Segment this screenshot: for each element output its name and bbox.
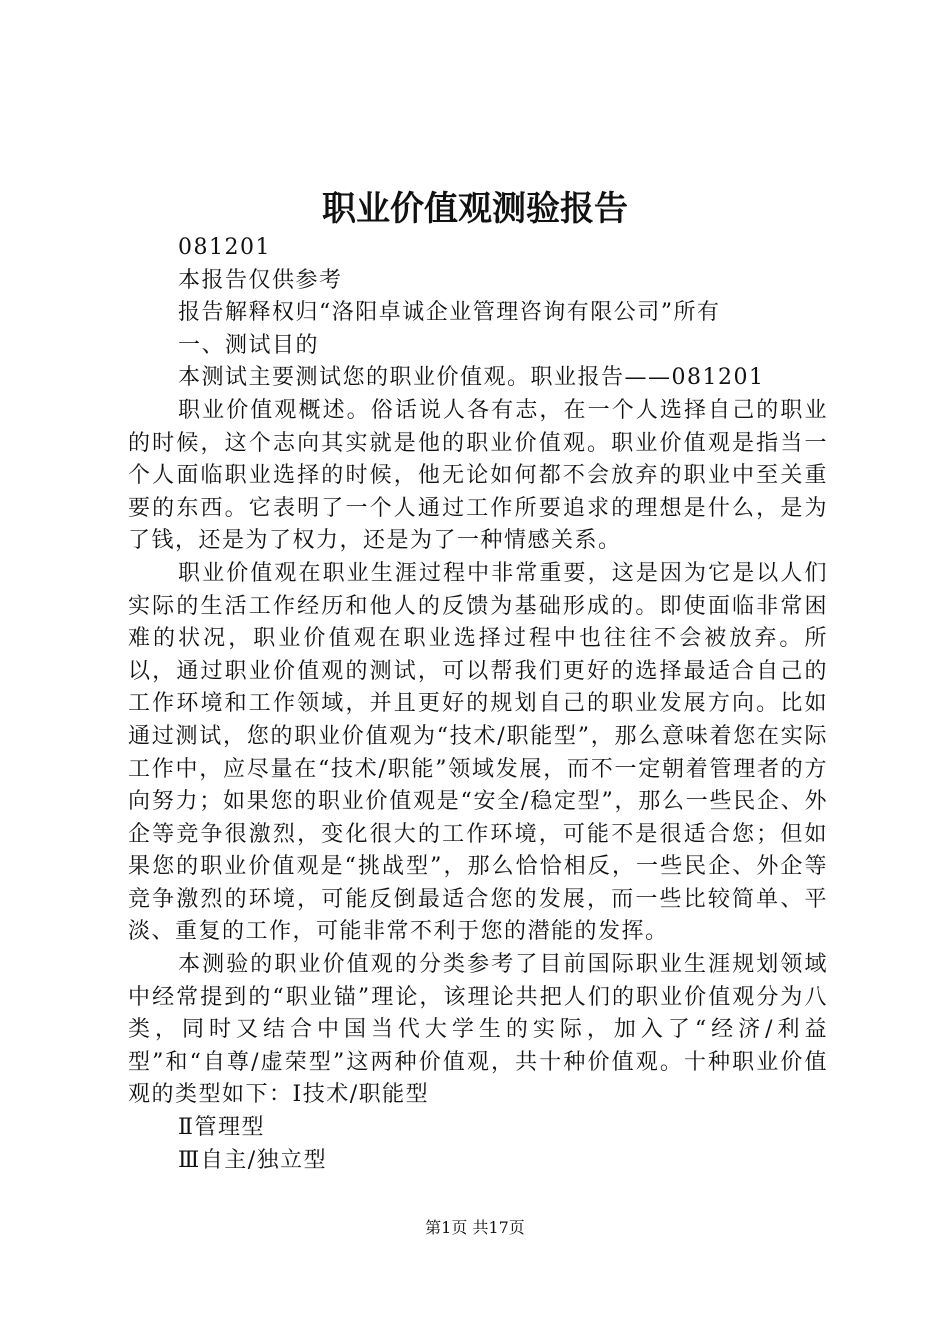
document-body	[128, 232, 828, 1177]
type-item-management: Ⅱ管理型	[178, 1115, 265, 1141]
section-heading: 一、测试目的	[178, 332, 320, 358]
page-footer: 第1页 共17页	[425, 1218, 525, 1237]
test-purpose-line: 本测试主要测试您的职业价值观。职业报告——081201	[178, 365, 765, 391]
paragraph-importance: 职业价值观在职业生涯过程中非常重要，这是因为它是以人们实际的生活工作经历和他人的反馈为基础形成的。即使面临非常困难的状况，职业价值观在职业选择过程中也往往不会被放弃。所以，通过职业价值观的测试，可以帮我们更好的选择最适合自己的工作环境和工作领域，并且更好的规划自己的职业发展方向。比如通过测试，您的职业价值观为“技术/职能型”，那么意味着您在实际工作中，应尽量在“技术/职能”领域发展，而不一定朝着管理者的方向努力；如果您的职业价值观是“安全/稳定型”，那么一些民企、外企等竞争很激烈，变化很大的工作环境，可能不是很适合您；但如果您的职业价值观是“挑战型”，那么恰恰相反，一些民企、外企等竞争激烈的环境，可能反倒最适合您的发展，而一些比较简单、平淡、重复的工作，可能非常不利于您的潜能的发挥。	[128, 560, 828, 945]
report-code-line: 081201	[178, 235, 271, 260]
document-title: 职业价值观测验报告	[322, 189, 628, 229]
paragraph-overview: 职业价值观概述。俗话说人各有志，在一个人选择自己的职业的时候，这个志向其实就是他的职业价值观。职业价值观是指当一个人面临职业选择的时候，他无论如何都不会放弃的职业中至关重要的东西。它表明了一个人通过工作所要追求的理想是什么，是为了钱，还是为了权力，还是为了一种情感关系。	[128, 397, 828, 554]
copyright-line: 报告解释权归“洛阳卓诚企业管理咨询有限公司”所有	[178, 300, 721, 326]
reference-note-line: 本报告仅供参考	[178, 267, 343, 293]
paragraph-classification: 本测验的职业价值观的分类参考了目前国际职业生涯规划领域中经常提到的“职业锚”理论，该理论共把人们的职业价值观分为八类，同时又结合中国当代大学生的实际，加入了“经济/利益型”和“自尊/虚荣型”这两种价值观，共十种价值观。十种职业价值观的类型如下：Ⅰ技术/职能型	[128, 952, 828, 1108]
type-item-autonomy: Ⅲ自主/独立型	[178, 1147, 328, 1173]
